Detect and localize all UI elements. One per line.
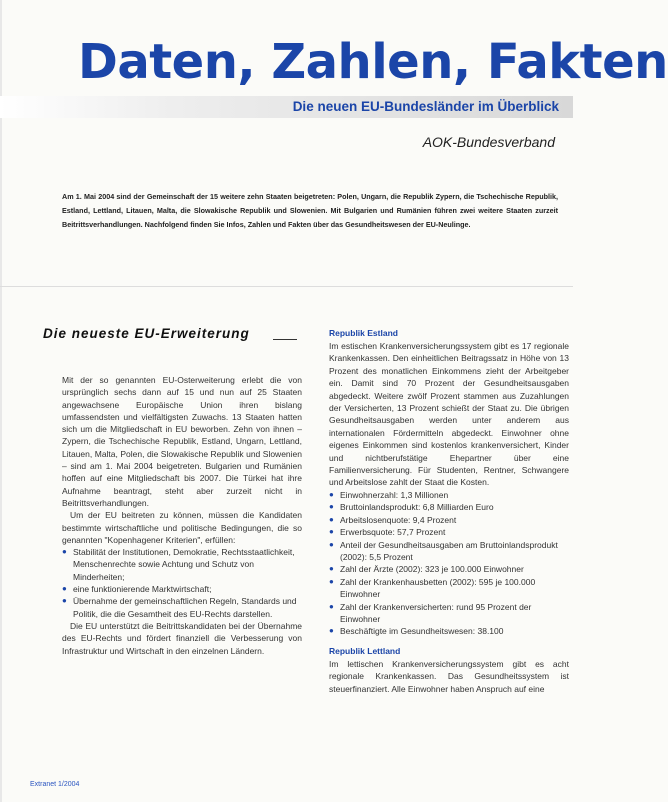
facts-list-estland [329,489,569,638]
list-item: ● Übernahme der gemeinschaftlichen Regeln, Standards und Politik, die die Gesamtheit des EU-Rechts darstellen. [62,595,302,620]
intro-paragraph: Am 1. Mai 2004 sind der Gemeinschaft der 15 weitere zehn Staaten beigetreten: Polen, Ungarn, die Republik Zypern, die Tschechische Republik, Estland, Lettland, Litauen, Malta, die Slowakische Republik und Slowenien. Mit Bulgarien und Rumänien führen zwei weitere Staaten zurzeit Beitrittsverhandlungen. Nachfolgend finden Sie Infos, Zahlen und Fakten über das Gesundheitswesen der EU-Neulinge. [62,192,558,229]
list-item: ● Einwohnerzahl: 1,3 Millionen [329,489,569,501]
list-item: ● Stabilität der Institutionen, Demokratie, Rechtsstaatlichkeit, Menschenrechte sowie Achtung und Schutz von Minderheiten; [62,546,302,583]
list-item: ● Anteil der Gesundheitsausgaben am Bruttoinlandsprodukt (2002): 5,5 Prozent [329,539,569,564]
page-edge [0,0,2,802]
heading-rule [273,339,297,340]
paragraph: Die EU unterstützt die Beitrittskandidaten bei der Übernahme des EU-Rechts und fördert finanziell die Verbesserung von Infrastruktur und Wirtschaft in den einzelnen Ländern. [62,620,302,656]
paragraph: Im lettischen Krankenversicherungssystem gibt es acht regionale Krankenkassen. Das Gesundheitssystem ist steuerfinanziert. Alle Einwohner haben Anspruch auf eine [329,658,569,694]
divider [0,286,573,287]
list-item: ● Beschäftigte im Gesundheitswesen: 38.100 [329,625,569,637]
list-item: ● Zahl der Krankenversicherten: rund 95 Prozent der Einwohner [329,601,569,626]
country-heading-estland: Republik Estland [329,328,398,338]
criteria-list [62,546,302,620]
right-column [329,326,569,695]
country-heading-lettland: Republik Lettland [329,645,401,656]
page-subtitle: Die neuen EU-Bundesländer im Überblick [292,99,559,114]
list-item: ● Zahl der Ärzte (2002): 323 je 100.000 Einwohner [329,563,569,575]
list-item: ● eine funktionierende Marktwirtschaft; [62,583,302,595]
paragraph: Mit der so genannten EU-Osterweiterung erlebt die von ursprünglich sechs dann auf 15 und nun auf 25 Staaten angewachsene Europäische Union ihren bislang umfassendsten und vielfältigsten Zuwachs. 13 Staaten hatten sich um die Mitgliedschaft in EU beworben. Zehn von ihnen – Zypern, die Tschechische Republik, Estland, Ungarn, Lettland, Litauen, Malta, Polen, die Slowakische Republik und Slowenien – sind am 1. Mai 2004 beigetreten. Bulgarien und Rumänien hoffen auf eine Mitgliedschaft bis 2007. Die Türkei hat ihre Aufnahme beantragt, steht aber zurzeit nicht in Beitrittsverhandlungen. [62,375,302,508]
page-footer: Extranet 1/2004 [30,781,80,788]
organization-name: AOK-Bundesverband [422,134,555,150]
paragraph: Im estischen Krankenversicherungssystem gibt es 17 regionale Krankenkassen. Den einheitlichen Beitragssatz in Höhe von 13 Prozent des monatlichen Einkommens zieht der Arbeitgeber ein. Damit sind 70 Prozent der Gesundheitsausgaben abgedeckt. Weitere zwölf Prozent stammen aus Zuzahlungen der Versicherten, 13 Prozent schießt der Staat zu. Die übrigen Gesundheitsausgaben werden unter anderem aus internationalen Fördermitteln abgedeckt. Einwohner ohne eigenes Einkommen sind kostenlos krankenversichert, Kinder und nichtberufstätige Ehepartner über eine Familienversicherung. Für Studenten, Rentner, Schwangere und Arbeitslose zahlt der Staat die Kosten. [329,341,569,488]
section-heading: Die neueste EU-Erweiterung [43,326,250,341]
paragraph: Um der EU beitreten zu können, müssen die Kandidaten bestimmte wirtschaftliche und politische Bedingungen, die so genannten "Kopenhagener Kriterien", erfüllen: [62,510,302,545]
list-item: ● Arbeitslosenquote: 9,4 Prozent [329,514,569,526]
page-title: Daten, Zahlen, Fakten [78,34,668,90]
list-item: ● Zahl der Krankenhausbetten (2002): 595 je 100.000 Einwohner [329,576,569,601]
list-item: ● Bruttoinlandsprodukt: 6,8 Milliarden Euro [329,501,569,513]
list-item: ● Erwerbsquote: 57,7 Prozent [329,526,569,538]
left-column [62,374,302,657]
